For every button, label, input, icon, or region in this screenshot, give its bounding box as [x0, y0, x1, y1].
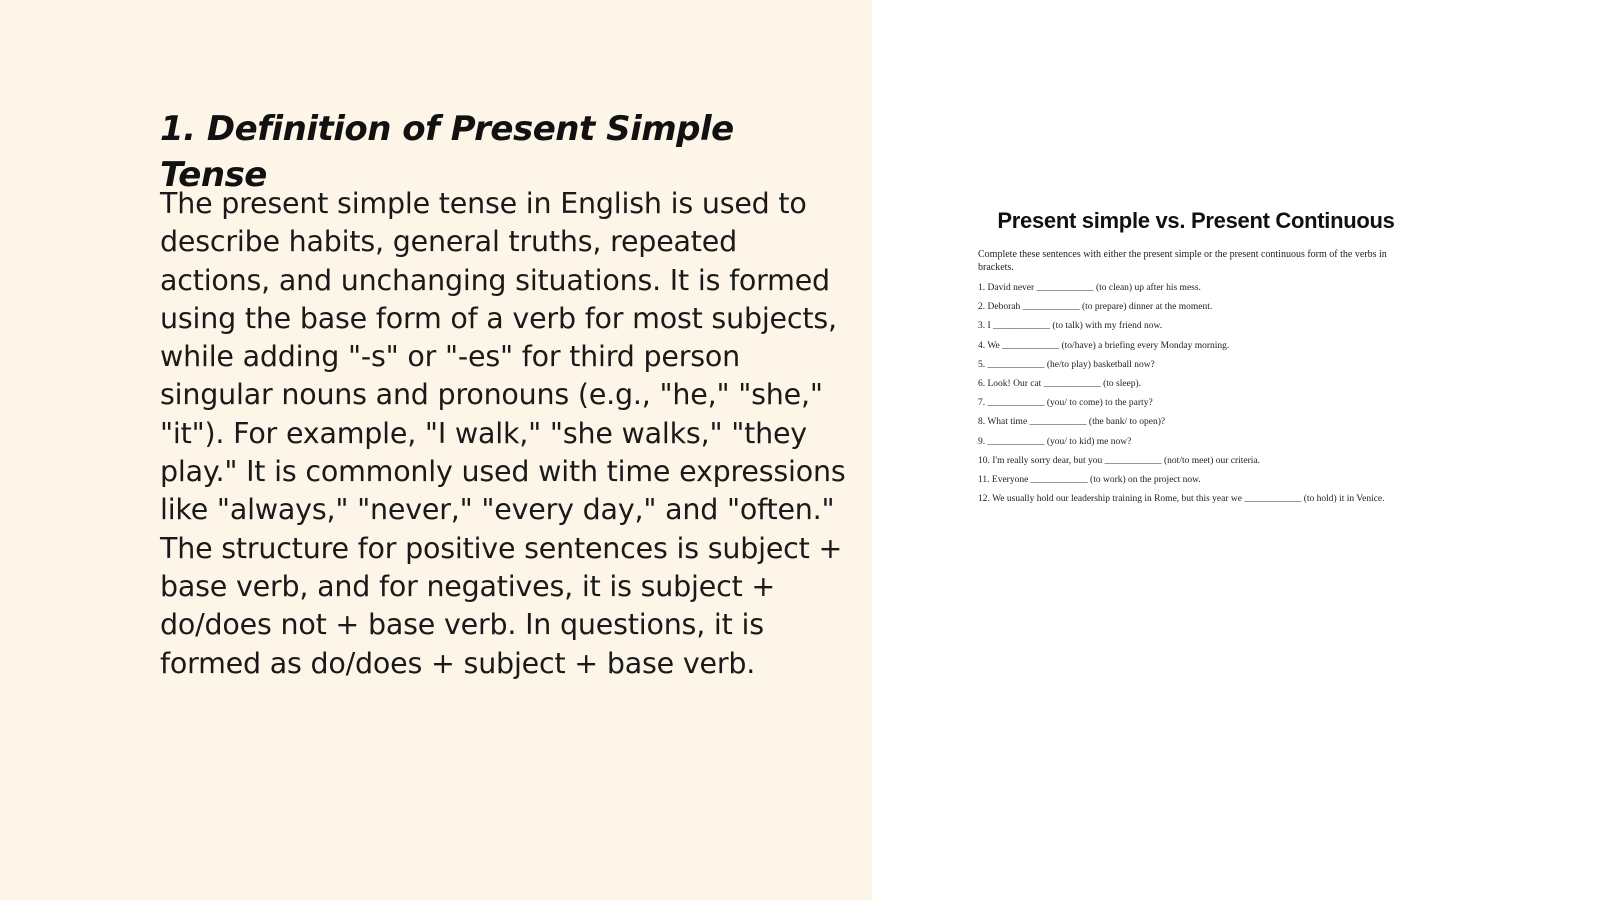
slide-title: 1. Definition of Present Simple Tense [160, 109, 734, 195]
slide-body-text: The present simple tense in English is used to describe habits, general truths, repeated actions, and unchanging situations. It is formed using the base form of a verb for most subjects, while adding "-s" or "-es" for third person singular nouns and pronouns (e.g., "he," "she," "it"). For example, "I walk," "she walks," "they play." It is commonly used with time expressions like "always," "never," "every day," and "often." The structure for positive sentences is subject + base verb, and for negatives, it is subject + do/does not + base verb. In questions, it is formed as do/does + subject + base verb. [160, 187, 846, 680]
worksheet-exercise-item: 8. What time ____________ (the bank/ to open)? [978, 417, 1166, 428]
worksheet-exercise-item: 11. Everyone ____________ (to work) on the project now. [978, 474, 1201, 485]
worksheet-exercise-list [978, 282, 1414, 505]
worksheet-exercise-item: 3. I ____________ (to talk) with my friend now. [978, 321, 1163, 332]
worksheet-exercise-item: 4. We ____________ (to/have) a briefing every Monday morning. [978, 340, 1230, 351]
worksheet-exercise-item: 10. I'm really sorry dear, but you ____________ (not/to meet) our criteria. [978, 455, 1261, 466]
worksheet-exercise-item: 6. Look! Our cat ____________ (to sleep). [978, 378, 1142, 389]
worksheet-exercise-item: 9. ____________ (you/ to kid) me now? [978, 436, 1132, 447]
worksheet-exercise-item: 1. David never ____________ (to clean) up after his mess. [978, 283, 1201, 293]
worksheet-exercise-item: 12. We usually hold our leadership training in Rome, but this year we ____________ (to hold) it in Venice. [978, 494, 1385, 505]
worksheet-exercise-item: 7. ____________ (you/ to come) to the party? [978, 398, 1153, 409]
worksheet-instructions: Complete these sentences with either the present simple or the present continuous form of the verbs in brackets. [978, 249, 1387, 273]
worksheet-image [978, 206, 1414, 526]
worksheet-exercise-item: 2. Deborah ____________ (to prepare) dinner at the moment. [978, 302, 1213, 313]
worksheet-title: Present simple vs. Present Continuous [997, 208, 1395, 233]
worksheet-exercise-item: 5. ____________ (he/to play) basketball now? [978, 359, 1155, 370]
